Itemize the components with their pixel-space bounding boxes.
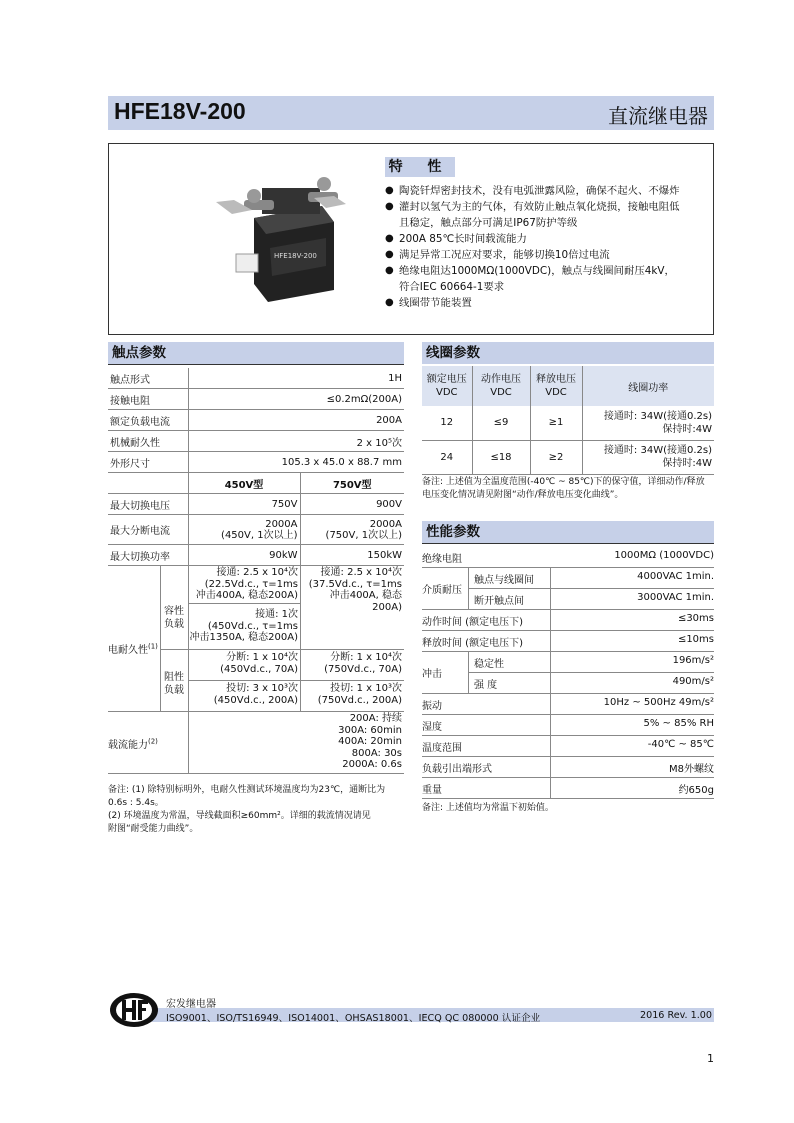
table-row: 外形尺寸 105.3 x 45.0 x 88.7 mm [108, 452, 404, 473]
table-row: 湿度 5% ~ 85% RH [422, 714, 714, 736]
table-row [108, 473, 404, 494]
table-row: 重量 约650g [422, 777, 714, 799]
feature-item: ● 陶瓷钎焊密封技术，没有电弧泄露风险，确保不起火、不爆炸 [385, 183, 705, 199]
coil-table [422, 366, 714, 475]
table-row: 介质耐压 触点与线圈间 4000VAC 1min. 断开触点间 3000VAC 1min. [422, 567, 714, 610]
table-row: 负载引出端形式 M8外螺纹 [422, 756, 714, 778]
table-row: 动作时间 (额定电压下) ≤30ms [422, 609, 714, 631]
feature-item: 且稳定，触点部分可满足IP67防护等级 [399, 217, 578, 229]
title-bar [108, 96, 714, 130]
table-row: 绝缘电阻 1000MΩ (1000VDC) [422, 546, 714, 568]
table-row: 额定负载电流 200A [108, 410, 404, 431]
product-label: HFE18V-200 [274, 252, 317, 260]
feature-item: ● 200A 85℃长时间载流能力 [385, 231, 705, 247]
revision: 2016 Rev. 1.00 [640, 1010, 712, 1021]
resistive-load-label: 阻性负载 [164, 672, 184, 696]
feature-item: 符合IEC 60664-1要求 [399, 281, 505, 293]
company-name: 宏发继电器 [166, 999, 216, 1010]
table-row: 最大切换功率 90kW 150kW [108, 545, 404, 566]
model-title: HFE18V-200 [114, 98, 246, 124]
contact-table [108, 368, 404, 566]
hf-logo-icon [108, 990, 160, 1030]
feature-item: ● 绝缘电阻达1000MΩ(1000VDC)，触点与线圈间耐压4kV， [385, 263, 705, 279]
carry-capacity-label: 载流能力 [108, 740, 148, 751]
table-row: 24 ≤18 ≥2 接通时: 34W(接通0.2s) 保持时:4W [422, 440, 714, 474]
features-title: 特 性 [385, 157, 455, 177]
relay-product-image [214, 170, 354, 305]
perf-section-title: 性能参数 [422, 521, 714, 543]
table-row: 12 ≤9 ≥1 接通时: 34W(接通0.2s) 保持时:4W [422, 406, 714, 440]
table-row: 最大分断电流 2000A (450V, 1次以上) 2000A (750V, 1次以上) [108, 515, 404, 545]
category-title: 直流继电器 [608, 104, 708, 128]
table-row: 额定电压 VDC 动作电压 VDC 释放电压 VDC 线圈功率 [422, 366, 714, 406]
table-row: 接触电阻 ≤0.2mΩ(200A) [108, 389, 404, 410]
table-row: 温度范围 -40℃ ~ 85℃ [422, 735, 714, 757]
capacitive-load-label: 容性负载 [164, 606, 184, 630]
coil-section-title: 线圈参数 [422, 342, 714, 364]
feature-item: ● 线圈带节能装置 [385, 295, 705, 311]
contact-note: 备注: (1) 除特别标明外，电耐久性测试环境温度均为23℃，通断比为 0.6s : 5.4s。 (2) 环境温度为常温，导线截面积≥60mm²。详细的载流情况请见 附图“耐受能力曲线”。 [108, 785, 386, 834]
contact-section-title: 触点参数 [108, 342, 404, 364]
coil-note: 备注: 上述值为全温度范围(-40℃ ~ 85℃)下的保守值，详细动作/释放 电压变化情况请见附图“动作/释放电压变化曲线”。 [422, 477, 705, 500]
table-row: 最大切换电压 750V 900V [108, 494, 404, 515]
carry-capacity-block: 载流能力$^{(2)}$ 200A: 持续 300A: 60min 400A: 20min 800A: 30s 2000A: 0.6s [108, 711, 404, 774]
certifications: ISO9001、ISO/TS16949、ISO14001、OHSAS18001、IECQ QC 080000 认证企业 [166, 1013, 541, 1024]
table-row: 冲击 稳定性 196m/s² 强 度 490m/s² [422, 651, 714, 694]
feature-item: ● 灌封以氢气为主的气体，有效防止触点氧化烧损，接触电阻低 [385, 199, 705, 215]
col-750v: 750V型 [300, 473, 404, 494]
feature-item: ● 满足异常工况应对要求，能够切换10倍过电流 [385, 247, 705, 263]
table-row: 机械耐久性 2 x 10⁵次 [108, 431, 404, 452]
table-row: 触点形式 1H [108, 368, 404, 389]
electrical-endurance-block: 电耐久性$^{(1)}$ 容性负载 阻性负载 接通: 2.5 x 10⁴次 (22.5Vd.c., τ=1ms 冲击400A, 稳态200A) 接通: 2.5 x 10⁴次 (37.5Vd.c., τ=1ms 冲击400A, 稳态200A) 接通: 1次 (450Vd.c., τ=1ms 冲击1350A, 稳态200A) 分断: 1 x 10⁴次 (450Vd.c., 70A) 分断: 1 x 10⁴次 (750Vd.c., 70A) 投切: 3 x 10³次 (450Vd.c., 200A) 投切: 1 x 10³次 (750Vd.c., 200A) [108, 565, 404, 712]
table-row: 释放时间 (额定电压下) ≤10ms [422, 630, 714, 652]
table-row: 振动 10Hz ~ 500Hz 49m/s² [422, 693, 714, 715]
col-450v: 450V型 [188, 473, 300, 494]
carry-capacity-value: 200A: 持续 300A: 60min 400A: 20min 800A: 30s 2000A: 0.6s [338, 713, 402, 770]
perf-note: 备注: 上述值均为常温下初始值。 [422, 803, 554, 813]
features-list [385, 183, 705, 311]
electrical-endurance-label: 电耐久性 [108, 645, 148, 656]
page-number: 1 [707, 1052, 714, 1065]
